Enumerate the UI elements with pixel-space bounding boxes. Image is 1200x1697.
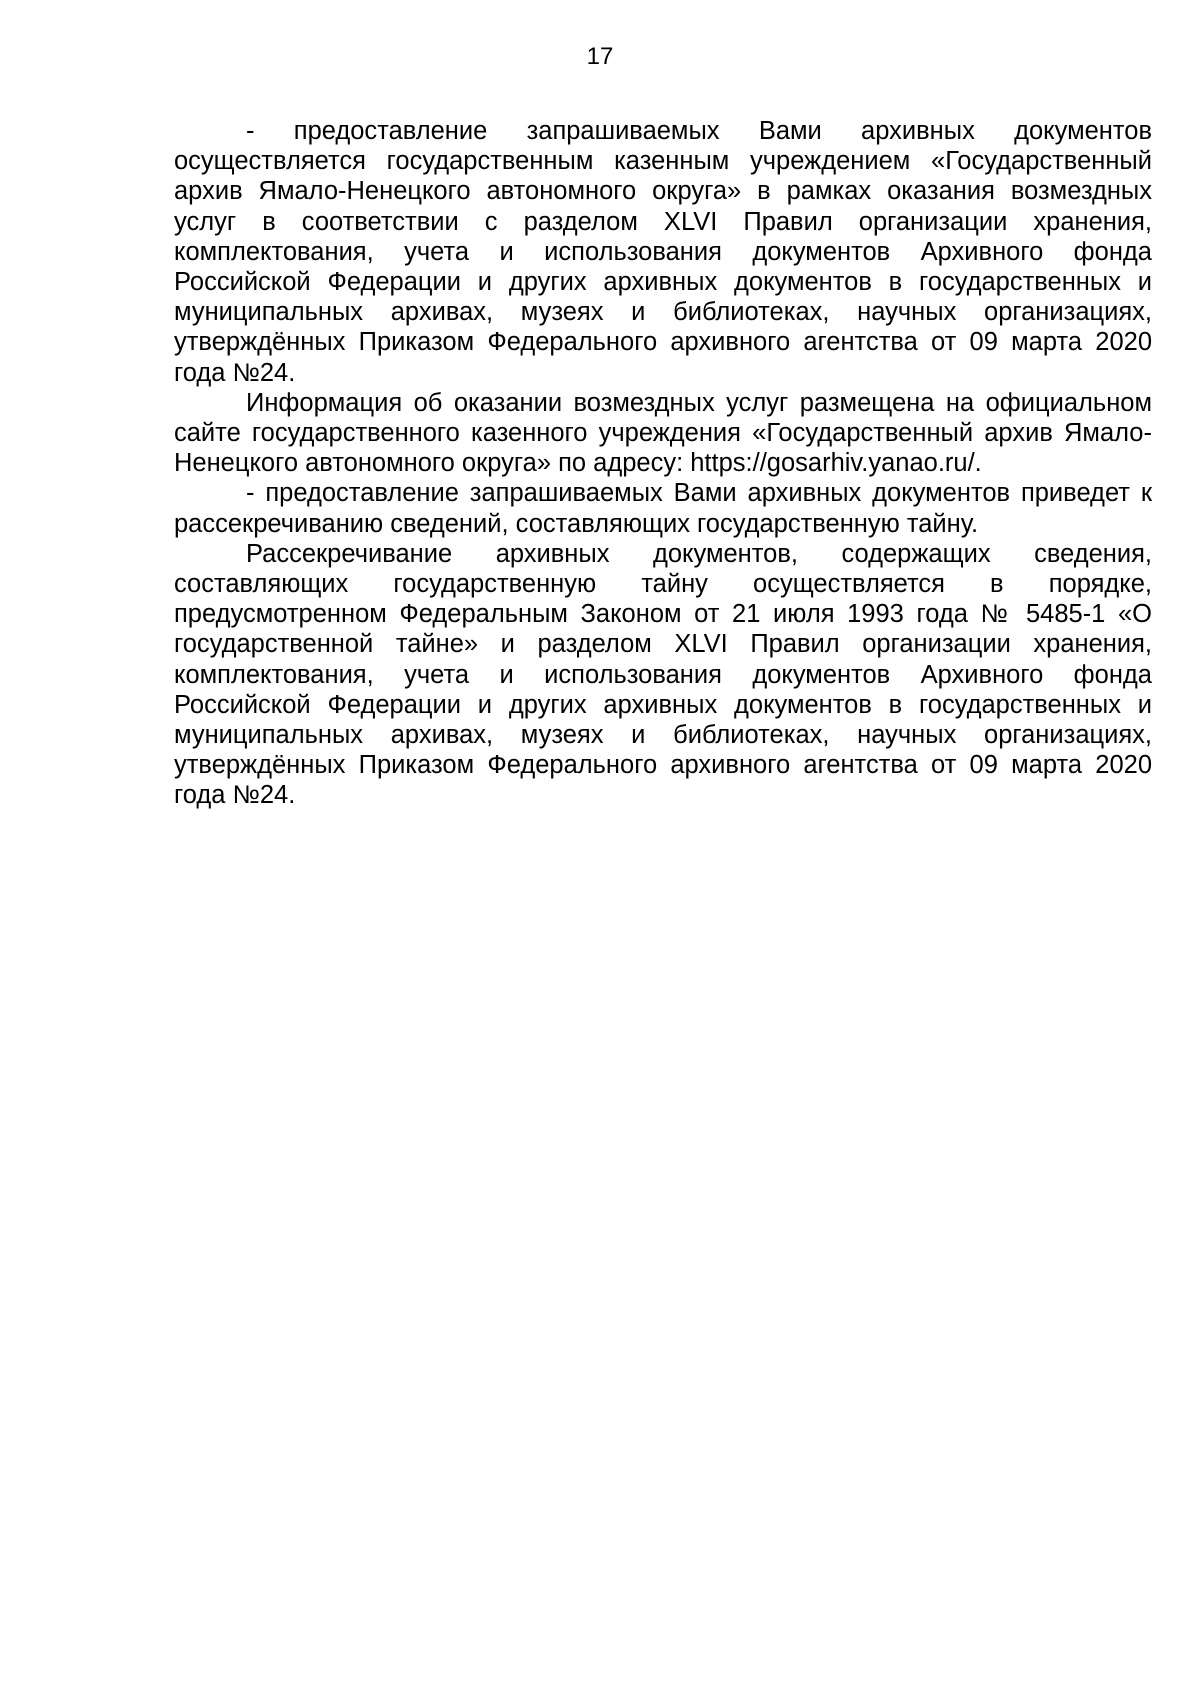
- document-body: [174, 116, 1152, 811]
- paragraph-website-info: Информация об оказании возмездных услуг размещена на официальном сайте государственного казенного учреждения «Государственный архив Ямало-Ненецкого автономного округа» по адресу: https://gosarhiv.yanao.ru/.: [174, 388, 1152, 478]
- paragraph-declassification-warning: - предоставление запрашиваемых Вами архивных документов приведет к рассекречиванию сведений, составляющих государственную тайну.: [174, 479, 1152, 538]
- paragraph-archive-paid-services: - предоставление запрашиваемых Вами архивных документов осуществляется государственным казенным учреждением «Государственный архив Ямало-Ненецкого автономного округа» в рамках оказания возмездных услуг в соответствии с разделом XLVI Правил организации хранения, комплектования, учета и использования документов Архивного фонда Российской Федерации и других архивных документов в государственных и муниципальных архивах, музеях и библиотеках, научных организациях, утверждённых Приказом Федерального архивного агентства от 09 марта 2020 года №24.: [174, 117, 1152, 387]
- paragraph-declassification-procedure: Рассекречивание архивных документов, содержащих сведения, составляющих государственную тайну осуществляется в порядке, предусмотренном Федеральным Законом от 21 июля 1993 года № 5485-1 «О государственной тайне» и разделом XLVI Правил организации хранения, комплектования, учета и использования документов Архивного фонда Российской Федерации и других архивных документов в государственных и муниципальных архивах, музеях и библиотеках, научных организациях, утверждённых Приказом Федерального архивного агентства от 09 марта 2020 года №24.: [174, 539, 1152, 810]
- page-number: 17: [586, 43, 614, 70]
